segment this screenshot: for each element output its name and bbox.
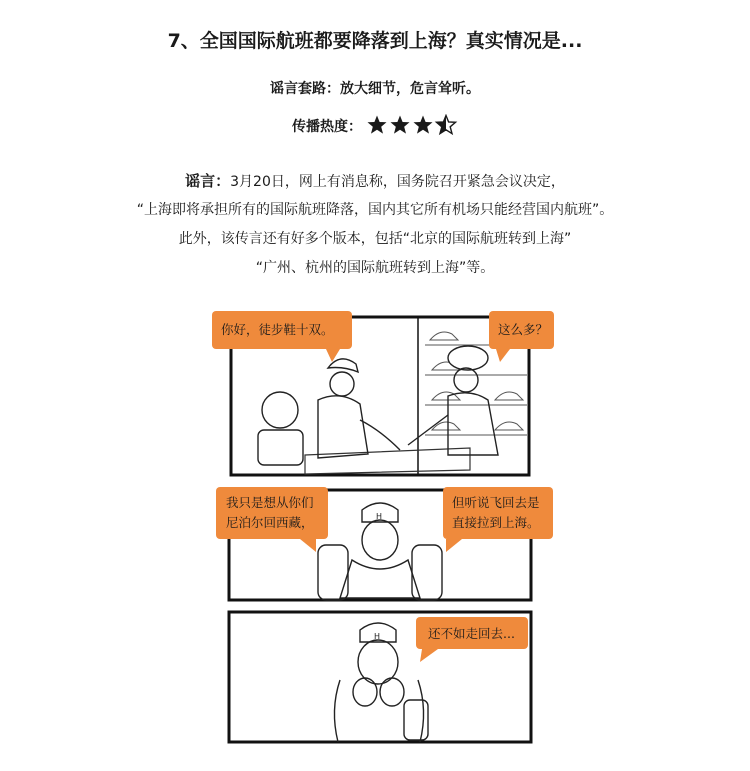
rumor-label: 谣言： <box>185 172 231 190</box>
spread-heat-label: 传播热度： <box>292 119 362 135</box>
speech-bubble-3-text-2: 尼泊尔回西藏， <box>226 515 314 530</box>
rumor-pattern-label: 谣言套路： <box>270 81 340 97</box>
rumor-text-1: 3月20日，网上有消息称，国务院召开紧急会议决定， <box>230 174 565 190</box>
speech-bubble-4-text-2: 直接拉到上海。 <box>452 515 540 530</box>
rumor-line-4: “广州、杭州的国际航班转到上海”等。 <box>255 260 495 276</box>
svg-text:H: H <box>374 632 381 641</box>
rumor-line-3: 此外，该传言还有好多个版本，包括“北京的国际航班转到上海” <box>178 231 572 247</box>
speech-bubble-3-text-1: 我只是想从你们 <box>226 495 314 510</box>
rumor-line-2: “上海即将承担所有的国际航班降落，国内其它所有机场只能经营国内航班”。 <box>136 202 614 218</box>
svg-text:H: H <box>376 512 383 521</box>
speech-bubble-5-text: 还不如走回去... <box>428 626 515 641</box>
article-title: 7、全国国际航班都要降落到上海？真实情况是... <box>167 30 583 52</box>
speech-bubble-1-text: 你好，徒步鞋十双。 <box>221 322 334 337</box>
rumor-pattern-text: 放大细节，危言耸听。 <box>340 81 480 97</box>
speech-bubble-4-text-1: 但听说飞回去是 <box>452 495 540 510</box>
speech-bubble-2-text: 这么多？ <box>498 322 549 337</box>
